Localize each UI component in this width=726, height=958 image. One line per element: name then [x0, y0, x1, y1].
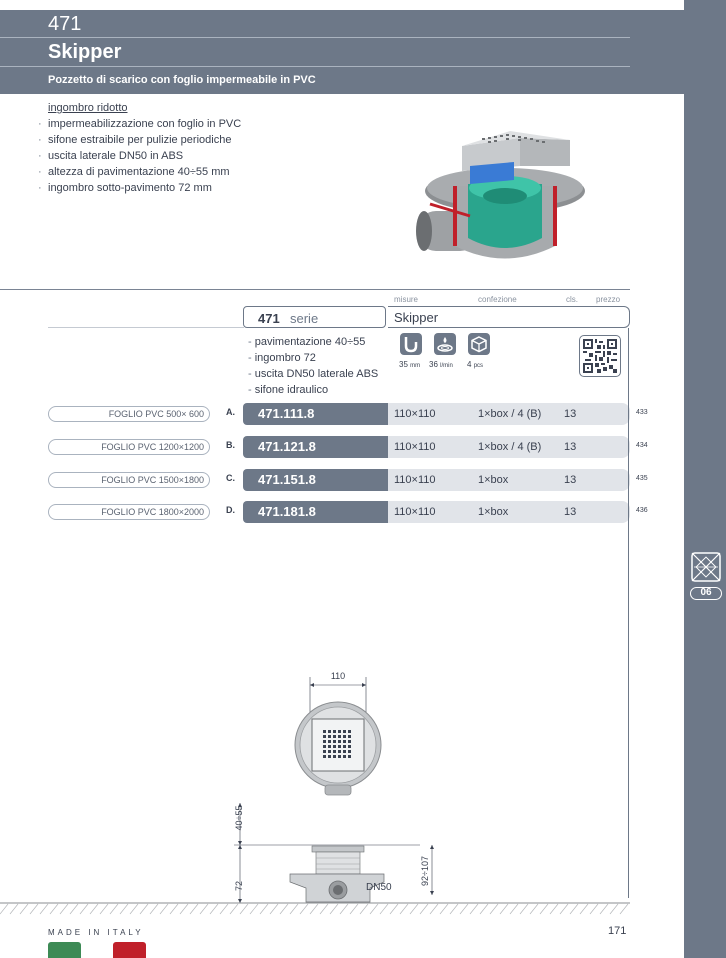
package-label: 4 pcs: [467, 360, 484, 369]
column-header-misure: misure: [394, 295, 419, 304]
row-packaging: 1×box / 4 (B): [478, 441, 542, 453]
row-letter: C.: [226, 473, 235, 483]
feature-item: · altezza di pavimentazione 40÷55 mm: [38, 164, 241, 180]
row-reference: 433: [636, 409, 648, 416]
row-dimensions: 110×110: [394, 408, 436, 420]
column-header-confezione: confezione: [478, 295, 517, 304]
row-dimensions: 110×110: [394, 474, 436, 486]
row-class: 13: [564, 441, 577, 453]
column-header-prezzo: prezzo: [596, 295, 621, 304]
serie-code: 471: [258, 311, 280, 326]
product-cutaway-image: [410, 126, 590, 276]
flow-rate-label: 36 l/min: [429, 360, 453, 369]
table-divider: [0, 289, 630, 290]
drawing-floor-label: 40÷55: [234, 805, 244, 831]
drawing-width-label: 110: [330, 671, 346, 681]
header-divider: [0, 66, 630, 67]
product-name: Skipper: [48, 41, 122, 63]
floor-hatch: [0, 902, 630, 916]
outlet-height-label: 35 mm: [399, 360, 421, 369]
serie-label: serie: [290, 311, 319, 326]
row-packaging: 1×box / 4 (B): [478, 408, 542, 420]
row-packaging: 1×box: [478, 474, 509, 486]
table-row[interactable]: [0, 436, 726, 458]
row-class: 13: [564, 474, 577, 486]
row-dimensions: 110×110: [394, 506, 436, 518]
table-row[interactable]: [0, 501, 726, 523]
qr-code[interactable]: [579, 335, 621, 377]
row-letter: B.: [226, 440, 235, 450]
variant-label: FOGLIO PVC 500× 600: [48, 406, 210, 422]
row-class: 13: [564, 506, 577, 518]
row-letter: D.: [226, 505, 235, 515]
drawing-total-label: 92÷107: [420, 856, 430, 886]
table-row[interactable]: [0, 469, 726, 491]
product-subtitle: Pozzetto di scarico con foglio impermeabile in PVC: [48, 74, 316, 86]
row-packaging: 1×box: [478, 506, 509, 518]
row-reference: 436: [636, 507, 648, 514]
header-divider: [0, 37, 630, 38]
variant-label: FOGLIO PVC 1500×1800: [48, 472, 210, 488]
drawing-under-label: 72: [234, 880, 244, 892]
table-row[interactable]: [0, 403, 726, 425]
row-letter: A.: [226, 407, 235, 417]
technical-drawing: [220, 660, 450, 910]
feature-item: · ingombro sotto-pavimento 72 mm: [38, 180, 241, 196]
row-reference: 434: [636, 442, 648, 449]
feature-item: · uscita laterale DN50 in ABS: [38, 148, 241, 164]
spec-list: [248, 334, 378, 398]
spec-item: - ingombro 72: [248, 350, 378, 366]
product-header: [0, 10, 684, 94]
serie-name: Skipper: [394, 310, 439, 325]
row-reference: 435: [636, 475, 648, 482]
spec-item: - pavimentazione 40÷55: [248, 334, 378, 350]
spec-item: - sifone idraulico: [248, 382, 378, 398]
outlet-height-icon: [400, 333, 422, 355]
article-code: 471.181.8: [258, 504, 316, 519]
drawing-outlet-label: DN50: [366, 882, 392, 893]
article-code: 471.121.8: [258, 439, 316, 454]
serie-rule: [48, 327, 244, 328]
package-icon: [468, 333, 490, 355]
made-in-italy: MADE IN ITALY: [48, 928, 144, 937]
article-code: 471.151.8: [258, 472, 316, 487]
spec-item: - uscita DN50 laterale ABS: [248, 366, 378, 382]
article-code: 471.111.8: [258, 406, 315, 421]
section-number[interactable]: 06: [690, 587, 722, 600]
product-code: 471: [48, 13, 82, 35]
column-header-cls: cls.: [566, 295, 578, 304]
row-dimensions: 110×110: [394, 441, 436, 453]
variant-label: FOGLIO PVC 1800×2000: [48, 504, 210, 520]
variant-label: FOGLIO PVC 1200×1200: [48, 439, 210, 455]
page-right-rule: [628, 328, 629, 898]
flow-rate-icon: [434, 333, 456, 355]
drain-category-icon[interactable]: [690, 551, 722, 583]
flag-red: [113, 942, 146, 958]
feature-list: [38, 100, 241, 196]
flag-green: [48, 942, 81, 958]
feature-item: · impermeabilizzazione con foglio in PVC: [38, 116, 241, 132]
row-class: 13: [564, 408, 577, 420]
feature-item: · sifone estraibile per pulizie periodiche: [38, 132, 241, 148]
feature-item: ingombro ridotto: [48, 102, 128, 114]
page-number: 171: [608, 925, 627, 937]
